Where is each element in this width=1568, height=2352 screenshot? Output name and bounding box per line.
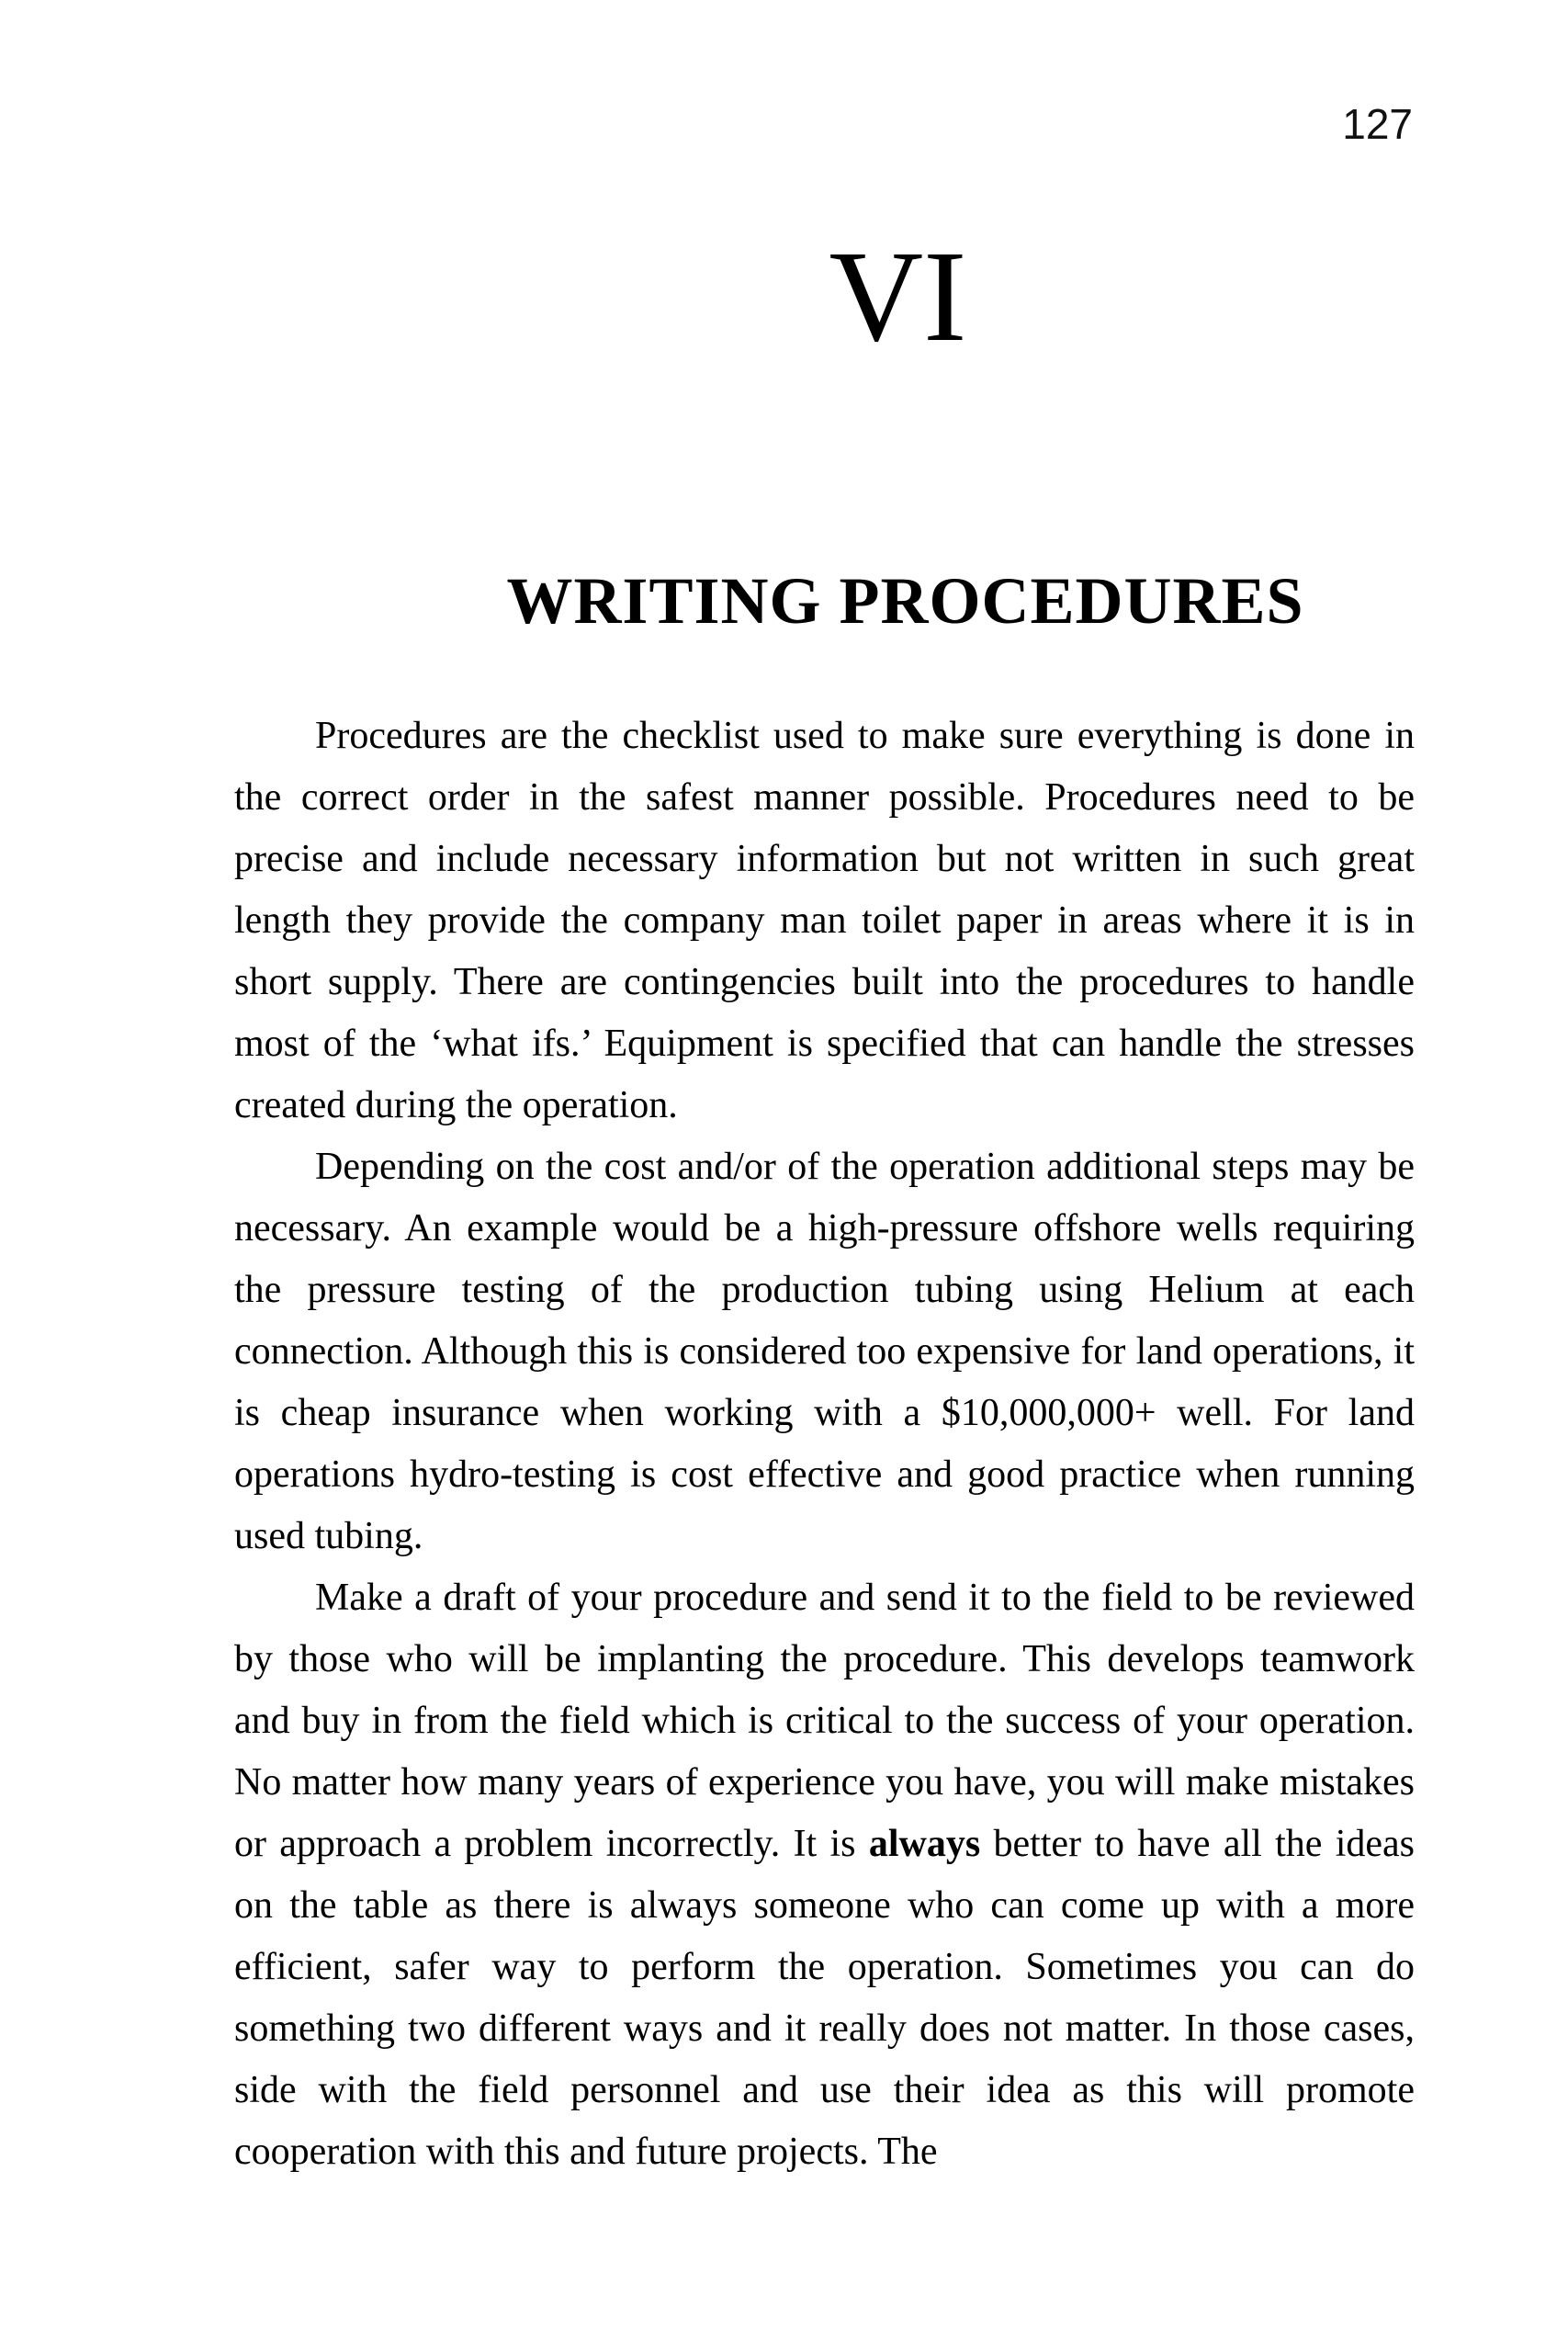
chapter-title: WRITING PROCEDURES — [506, 564, 1304, 638]
body-text — [234, 706, 1415, 2183]
paragraph-3-bold-word: always — [868, 1823, 981, 1865]
paragraph-2: Depending on the cost and/or of the operation additional steps may be necessary. An example would be a high-pressure offshore wells requiring the pressure testing of the production tubing using Helium at each connection. Although this is considered too expensive for land operations, it is cheap insurance when working with a $10,000,000+ well. For land operations hydro-testing is cost effective and good practice when running used tubing. — [234, 1146, 1415, 1557]
chapter-numeral: VI — [829, 223, 967, 368]
paragraph-3 — [234, 1567, 1415, 2183]
page-number: 127 — [1342, 100, 1413, 148]
paragraph-3-text-after-bold: better to have all the ideas on the table as there is always someone who can come up with a more efficient, safer way to perform the operation. Sometimes you can do something two different ways and it really does not matter. In those cases, side with the field personnel and use their idea as this will promote cooperation with this and future projects. The — [234, 1823, 1415, 2173]
paragraph-3-text-before-bold: Make a draft of your procedure and send it to the field to be reviewed by those who will be implanting the procedure. This develops teamwork and buy in from the field which is critical to the success of your operation. No matter how many years of experience you have, you will make mistakes or approach a problem incorrectly. It is — [234, 1577, 1415, 1865]
paragraph-1: Procedures are the checklist used to make sure everything is done in the correct order in the safest manner possible. Procedures need to be precise and include necessary information but not written in such great length they provide the company man toilet paper in areas where it is in short supply. There are contingencies built into the procedures to handle most of the ‘what ifs.’ Equipment is specified that can handle the stresses created during the operation. — [234, 715, 1415, 1126]
